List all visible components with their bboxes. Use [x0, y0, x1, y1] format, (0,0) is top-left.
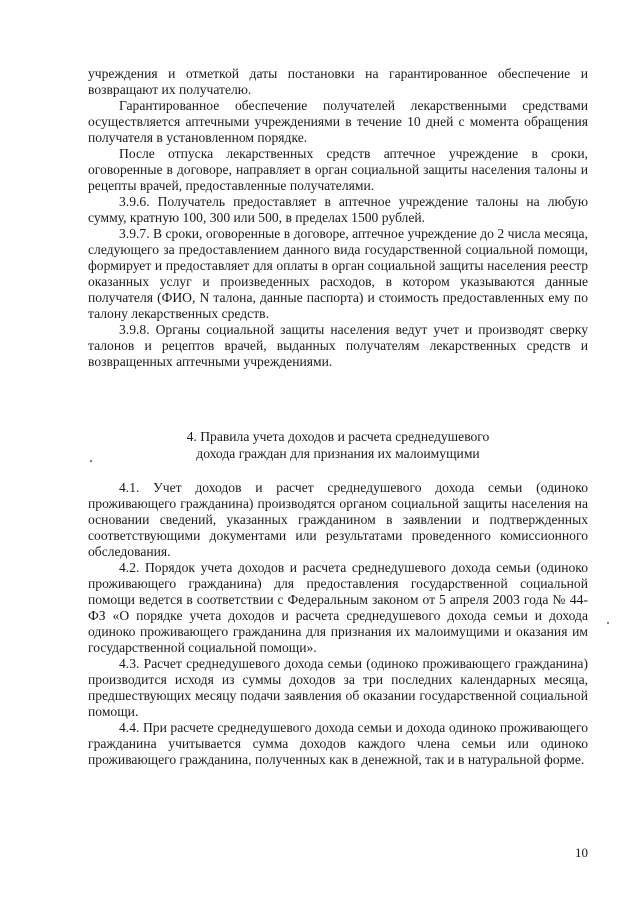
paragraph-3-9-6: 3.9.6. Получатель предоставляет в аптечное учреждение талоны на любую сумму, кратную 100, 300 или 500, в пределах 1500 рублей.: [88, 194, 588, 225]
section-4-text-block: [88, 480, 588, 768]
paragraph-after-dispensing: После отпуска лекарственных средств аптечное учреждение в сроки, оговоренные в договоре, направляет в орган социальной защиты населения талоны и рецепты врачей, предоставленные получателями.: [88, 146, 588, 193]
section-heading-line1: 4. Правила учета доходов и расчета среднедушевого: [186, 429, 490, 444]
scan-speck: [607, 622, 609, 624]
scan-speck: [90, 460, 92, 462]
paragraph-3-9-8: 3.9.8. Органы социальной защиты населения ведут учет и производят сверку талонов и рецептов врачей, выданных получателям лекарственных средств и возвращенных аптечными учреждениями.: [88, 322, 588, 369]
paragraph-guaranteed-supply: Гарантированное обеспечение получателей лекарственными средствами осуществляется аптечными учреждениями в течение 10 дней с момента обращения получателя в установленном порядке.: [88, 98, 588, 145]
paragraph-4-1: 4.1. Учет доходов и расчет среднедушевого дохода семьи (одиноко проживающего гражданина) производятся органом социальной защиты населения на основании сведений, указанных гражданином в заявлении и подтвержденных соответствующими документами или результатами проведенного комиссионного обследования.: [88, 480, 588, 559]
page-number: 10: [575, 845, 588, 860]
paragraph-4-3: 4.3. Расчет среднедушевого дохода семьи (одиноко проживающего гражданина) производится исходя из суммы доходов за три последних календарных месяца, предшествующих месяцу подачи заявления об оказании государственной социальной помощи.: [88, 656, 588, 719]
paragraph-continuation: учреждения и отметкой даты постановки на гарантированное обеспечение и возвращают их получателю.: [88, 66, 588, 97]
paragraph-4-2: 4.2. Порядок учета доходов и расчета среднедушевого дохода семьи (одиноко проживающего гражданина) для предоставления государственной социальной помощи ведется в соответствии с Федеральным законом от 5 апреля 2003 года № 44-ФЗ «О порядке учета доходов и расчета среднедушевого дохода семьи и дохода одиноко проживающего гражданина для признания их малоимущими и оказания им государственной социальной помощи».: [88, 560, 588, 655]
top-text-block: [88, 66, 588, 370]
paragraph-4-4: 4.4. При расчете среднедушевого дохода семьи и дохода одиноко проживающего гражданина учитывается сумма доходов каждого члена семьи или одиноко проживающего гражданина, полученных как в денежной, так и в натуральной форме.: [88, 720, 588, 767]
section-heading-line2: дохода граждан для признания их малоимущими: [196, 446, 480, 461]
paragraph-3-9-7: 3.9.7. В сроки, оговоренные в договоре, аптечное учреждение до 2 числа месяца, следующего за предоставлением данного вида государственной социальной помощи, формирует и предоставляет для оплаты в орган социальной защиты населения реестр оказанных услуг и произведенных расходов, в котором указываются данные получателя (ФИО, N талона, данные паспорта) и стоимость предоставленных ему по талону лекарственных средств.: [88, 226, 588, 321]
section-heading: [88, 428, 588, 462]
